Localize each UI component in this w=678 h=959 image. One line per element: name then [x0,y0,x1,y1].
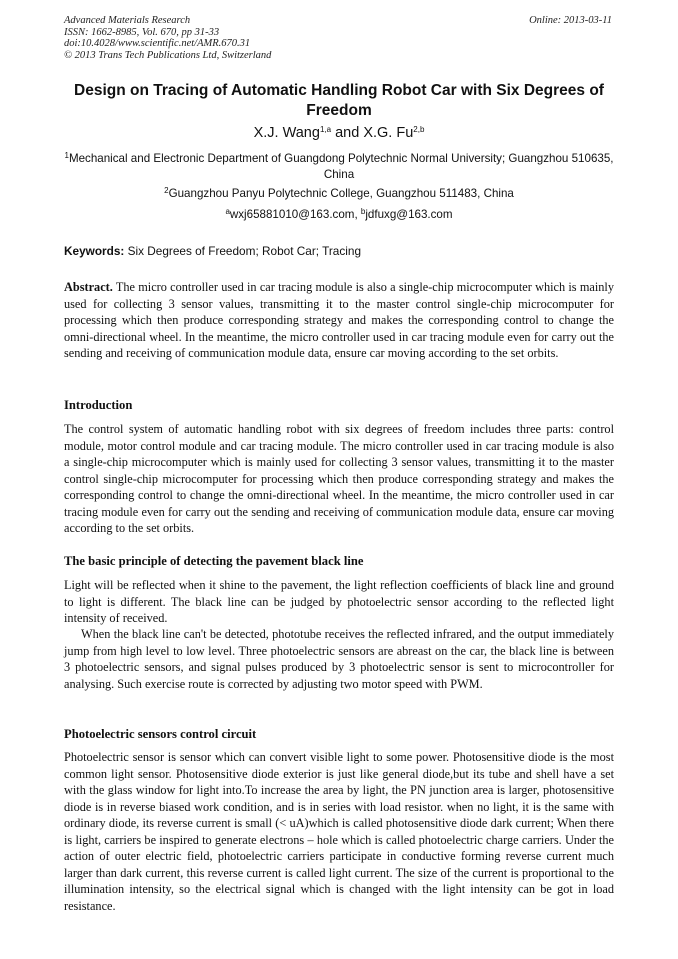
abstract [64,279,614,362]
basic-principle-paragraph-1: Light will be reflected when it shine to the pavement, the light reflection coefficients of black line and ground to light is different. The black line can be judged by photoelectric sensor according to the reflected light intensity of received. [64,578,614,625]
email-b-sup: b [360,207,366,216]
journal-name: Advanced Materials Research [64,15,191,26]
email-a-sup: a [225,207,230,216]
abstract-text: The micro controller used in car tracing module is also a single-chip microcomputer which is mainly used for collecting 3 sensor values, transmitting it to the master control single-chip microcomputer for processing which then produce corresponding strategy and makes the corresponding control to change the omni-directional wheel. In the meantime, the micro controller used in car tracing module even for carry out the sending and receiving of communication module data, ensure car moving according to the set orbits. [64,280,614,360]
author-2-sup: 2,b [413,125,425,134]
online-date: Online: 2013-03-11 [529,15,612,26]
keywords-text: Six Degrees of Freedom; Robot Car; Tracing [124,244,362,258]
doi-line: doi:10.4028/www.scientific.net/AMR.670.31 [64,38,251,50]
basic-principle-paragraph-2: When the black line can't be detected, phototube receives the reflected infrared, and the output immediately jump from high level to low level. Three photoelectric sensors are abreast on the car, the black line is between 3 photoelectric sensors, and signal pulses produced by 3 photoelectric sensor is sent to microcontroller for analysing. Such exercise route is corrected by adjusting two motor speed with PWM. [64,627,614,691]
email-b: jdfuxg@163.com [365,208,453,221]
keywords [64,244,361,258]
abstract-label: Abstract. [64,280,113,294]
photoelectric-paragraph: Photoelectric sensor is sensor which can convert visible light to some power. Photosensitive diode is the most common light sensor. Photosensitive diode exterior is just like general diode,but its tube and shell have a set with the glass window for light into.To increase the area by light, the PN junction area is larger, photosensitive diode is in reverse biased work condition, and is in series with load resistor. when no light, it is the same with ordinary diode, its reverse current is small (< uA)which is called photosensitive diode dark current; When there is light, carriers be inspired to generate electrons – hole which is called photoelectric charge carriers. Under the action of outer electric field, photoelectric carriers participate in conductive forming reverse current much larger than dark current, this reverse current is called light current. The size of the current is proportional to the illumination intensity, so the electrical signal which is changed with the light intensity can be got in load resistance. [64,750,614,913]
keywords-label: Keywords: [64,244,125,258]
email-line [62,207,616,223]
affiliation-2 [62,186,616,202]
journal-header [64,15,271,61]
author-line [60,124,618,142]
paper-title: Design on Tracing of Automatic Handling Robot Car with Six Degrees of Freedom [74,82,604,119]
author-1-sup: 1,a [319,125,332,134]
email-a: wxj65881010@163.com, [229,208,361,221]
author-conj: and [331,125,364,141]
affiliation-1-text: Mechanical and Electronic Department of Guangdong Polytechnic Normal University; Guangzhou 510635, China [68,152,614,181]
intro-paragraph: The control system of automatic handling robot with six degrees of freedom includes three parts: control module, motor control module and car tracing module. The micro controller used in car tracing module is also a single-chip microcomputer which is mainly used for collecting 3 sensor values, transmitting it to the master control single-chip microcomputer for processing which then produce corresponding strategy and makes the corresponding control to change the omni-directional wheel. In the meantime, the micro controller used in car tracing module even for carry out the sending and receiving of communication module data, ensure car moving according to the set orbits. [64,422,614,535]
issn-line: ISSN: 1662-8985, Vol. 670, pp 31-33 [64,26,220,38]
affiliation-2-sup: 2 [164,186,169,195]
affiliation-1 [62,151,616,182]
photoelectric-heading: Photoelectric sensors control circuit [64,727,257,741]
author-1: X.J. Wang [253,125,320,141]
author-2: X.G. Fu [363,125,414,141]
affiliation-1-sup: 1 [64,151,69,160]
intro-heading: Introduction [64,398,133,412]
basic-principle-heading: The basic principle of detecting the pavement black line [64,554,364,568]
affiliation-2-text: Guangzhou Panyu Polytechnic College, Guangzhou 511483, China [168,187,514,200]
copyright-line: © 2013 Trans Tech Publications Ltd, Switzerland [64,49,272,61]
